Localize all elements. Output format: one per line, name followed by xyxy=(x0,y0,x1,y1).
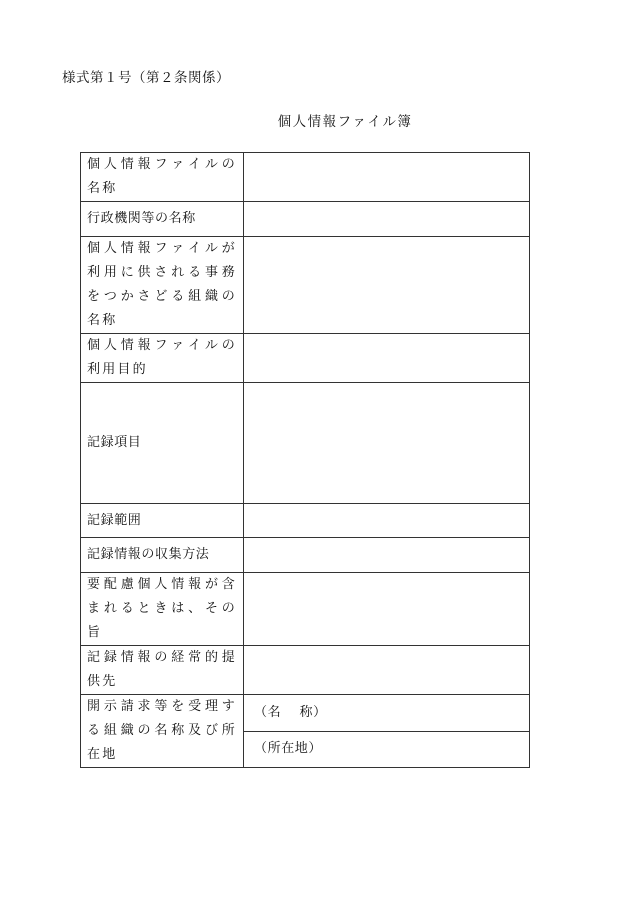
table-row xyxy=(81,334,530,383)
row-value-sensitive-info[interactable] xyxy=(244,573,530,646)
disclosure-name-field[interactable]: （名 称） xyxy=(244,695,530,732)
table-row xyxy=(81,504,530,538)
row-value-responsible-org[interactable] xyxy=(244,237,530,334)
personal-info-file-register-table xyxy=(80,152,530,768)
table-row xyxy=(81,573,530,646)
row-label-sensitive-info: 要配慮個人情報が含まれるときは、その旨 xyxy=(81,573,244,646)
row-label-record-items: 記録項目 xyxy=(81,383,244,504)
table-row xyxy=(81,538,530,573)
document-title-text: 個人情報ファイル簿 xyxy=(277,114,413,130)
row-value-agency-name[interactable] xyxy=(244,202,530,237)
table-row xyxy=(81,383,530,504)
row-value-purpose[interactable] xyxy=(244,334,530,383)
row-label-responsible-org: 個人情報ファイルが利用に供される事務をつかさどる組織の名称 xyxy=(81,237,244,334)
row-label-record-scope: 記録範囲 xyxy=(81,504,244,538)
row-label-collection-method: 記録情報の収集方法 xyxy=(81,538,244,573)
row-value-regular-recipients[interactable] xyxy=(244,646,530,695)
table-row xyxy=(81,646,530,695)
table-row xyxy=(81,237,530,334)
row-label-file-name: 個人情報ファイルの名称 xyxy=(81,153,244,202)
row-value-record-items[interactable] xyxy=(244,383,530,504)
row-value-file-name[interactable] xyxy=(244,153,530,202)
disclosure-address-field[interactable]: （所在地） xyxy=(244,731,530,768)
table-row xyxy=(81,153,530,202)
table-row xyxy=(81,695,530,732)
row-value-collection-method[interactable] xyxy=(244,538,530,573)
row-label-purpose: 個人情報ファイルの利用目的 xyxy=(81,334,244,383)
row-label-disclosure-org: 開示請求等を受理する組織の名称及び所在地 xyxy=(81,695,244,768)
row-label-agency-name: 行政機関等の名称 xyxy=(81,202,244,237)
row-label-regular-recipients: 記録情報の経常的提供先 xyxy=(81,646,244,695)
form-number: 様式第１号（第２条関係） xyxy=(62,70,230,86)
table-row xyxy=(81,202,530,237)
row-value-record-scope[interactable] xyxy=(244,504,530,538)
document-title xyxy=(0,110,630,130)
